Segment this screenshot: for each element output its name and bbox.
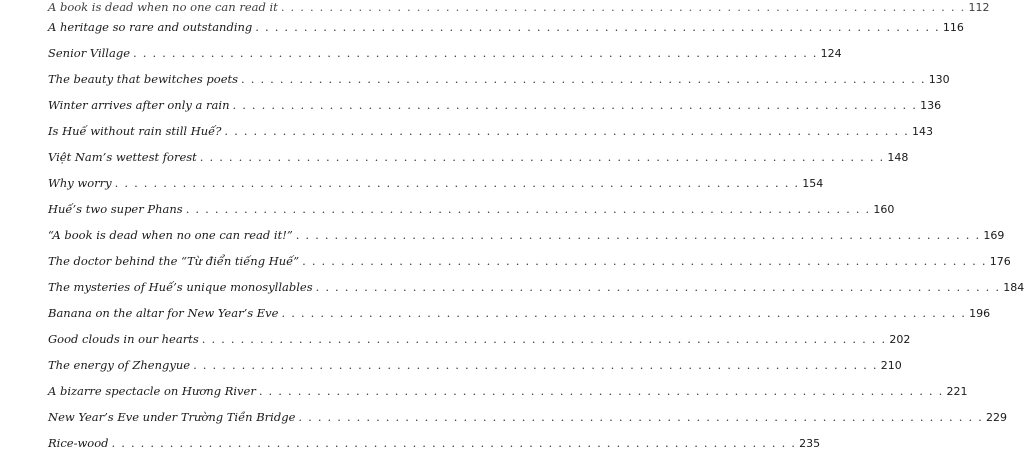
toc-entry [48, 66, 950, 92]
toc-entry-page: 221 [946, 385, 968, 398]
dot-leader [193, 352, 878, 378]
toc-entry [48, 92, 942, 118]
toc-entry-page: 235 [799, 437, 821, 450]
toc-entry-title: Good clouds in our hearts [48, 332, 199, 346]
toc-entry-page: 184 [1003, 281, 1024, 294]
dot-leader [302, 248, 987, 274]
toc-entry-title: A heritage so rare and outstanding [48, 20, 253, 34]
dot-leader [186, 196, 871, 222]
toc-entry-page: 124 [820, 47, 842, 60]
toc-entry-page: 130 [928, 73, 950, 86]
toc-entry [48, 170, 824, 196]
toc-entry-page: 160 [873, 203, 895, 216]
dot-leader [241, 66, 926, 92]
toc-entry-page: 176 [989, 255, 1011, 268]
toc-entry-page: 154 [802, 177, 824, 190]
dot-leader [232, 92, 917, 118]
toc-entry [48, 430, 821, 456]
toc-entry [48, 144, 909, 170]
dot-leader [316, 274, 1001, 300]
toc-entry-page: 229 [986, 411, 1008, 424]
dot-leader [224, 118, 909, 144]
toc-entry-page: 116 [942, 21, 964, 34]
toc-entry [48, 0, 990, 14]
toc-entry-title: Rice-wood [48, 436, 109, 450]
dot-leader [112, 430, 797, 456]
toc-entry-title: The mysteries of Huế’s unique monosyllables [48, 280, 313, 294]
toc-entry-page: 143 [912, 125, 934, 138]
toc-entry-title: The doctor behind the “Từ điển tiếng Huế” [48, 254, 300, 268]
toc-entry [48, 352, 902, 378]
toc-entry-title: New Year’s Eve under Trường Tiền Bridge [48, 410, 296, 424]
toc-entry-title: Why worry [48, 176, 112, 190]
toc-entry-page: 112 [968, 1, 990, 14]
dot-leader [298, 404, 983, 430]
toc-entry-title: Senior Village [48, 46, 131, 60]
toc-entry [48, 404, 1008, 430]
dot-leader [202, 326, 887, 352]
dot-leader [115, 170, 800, 196]
toc-entry-page: 202 [889, 333, 911, 346]
toc-entry-title: “A book is dead when no one can read it!” [48, 228, 293, 242]
toc-entry-page: 148 [887, 151, 909, 164]
dot-leader [282, 300, 967, 326]
toc-entry [48, 222, 1005, 248]
dot-leader [296, 222, 981, 248]
dot-leader [200, 144, 885, 170]
toc-entry-page: 210 [880, 359, 902, 372]
toc-entry [48, 274, 1024, 300]
dot-leader [259, 378, 944, 404]
toc-entry [48, 40, 842, 66]
toc-entry [48, 248, 1011, 274]
toc-entry-title: The beauty that bewitches poets [48, 72, 239, 86]
dot-leader [133, 40, 818, 66]
toc-entry [48, 326, 911, 352]
toc-entry-title: A bizarre spectacle on Hương River [48, 384, 256, 398]
toc-entry-title: Huế’s two super Phans [48, 202, 183, 216]
toc-entry-page: 196 [969, 307, 991, 320]
toc-entry [48, 196, 895, 222]
table-of-contents [48, 0, 1024, 456]
toc-entry [48, 300, 991, 326]
toc-entry [48, 378, 968, 404]
dot-leader [281, 0, 966, 14]
toc-entry-title: Is Huế without rain still Huế? [48, 124, 222, 138]
dot-leader [255, 14, 940, 40]
toc-entry-page: 136 [920, 99, 942, 112]
toc-entry-title: The energy of Zhengyue [48, 358, 191, 372]
toc-entry-page: 169 [983, 229, 1005, 242]
toc-entry-title: Banana on the altar for New Year’s Eve [48, 306, 279, 320]
toc-entry-title: Winter arrives after only a rain [48, 98, 230, 112]
toc-entry-title: A book is dead when no one can read it [48, 0, 278, 14]
toc-entry [48, 118, 934, 144]
toc-entry [48, 14, 964, 40]
toc-entry-title: Việt Nam’s wettest forest [48, 150, 197, 164]
